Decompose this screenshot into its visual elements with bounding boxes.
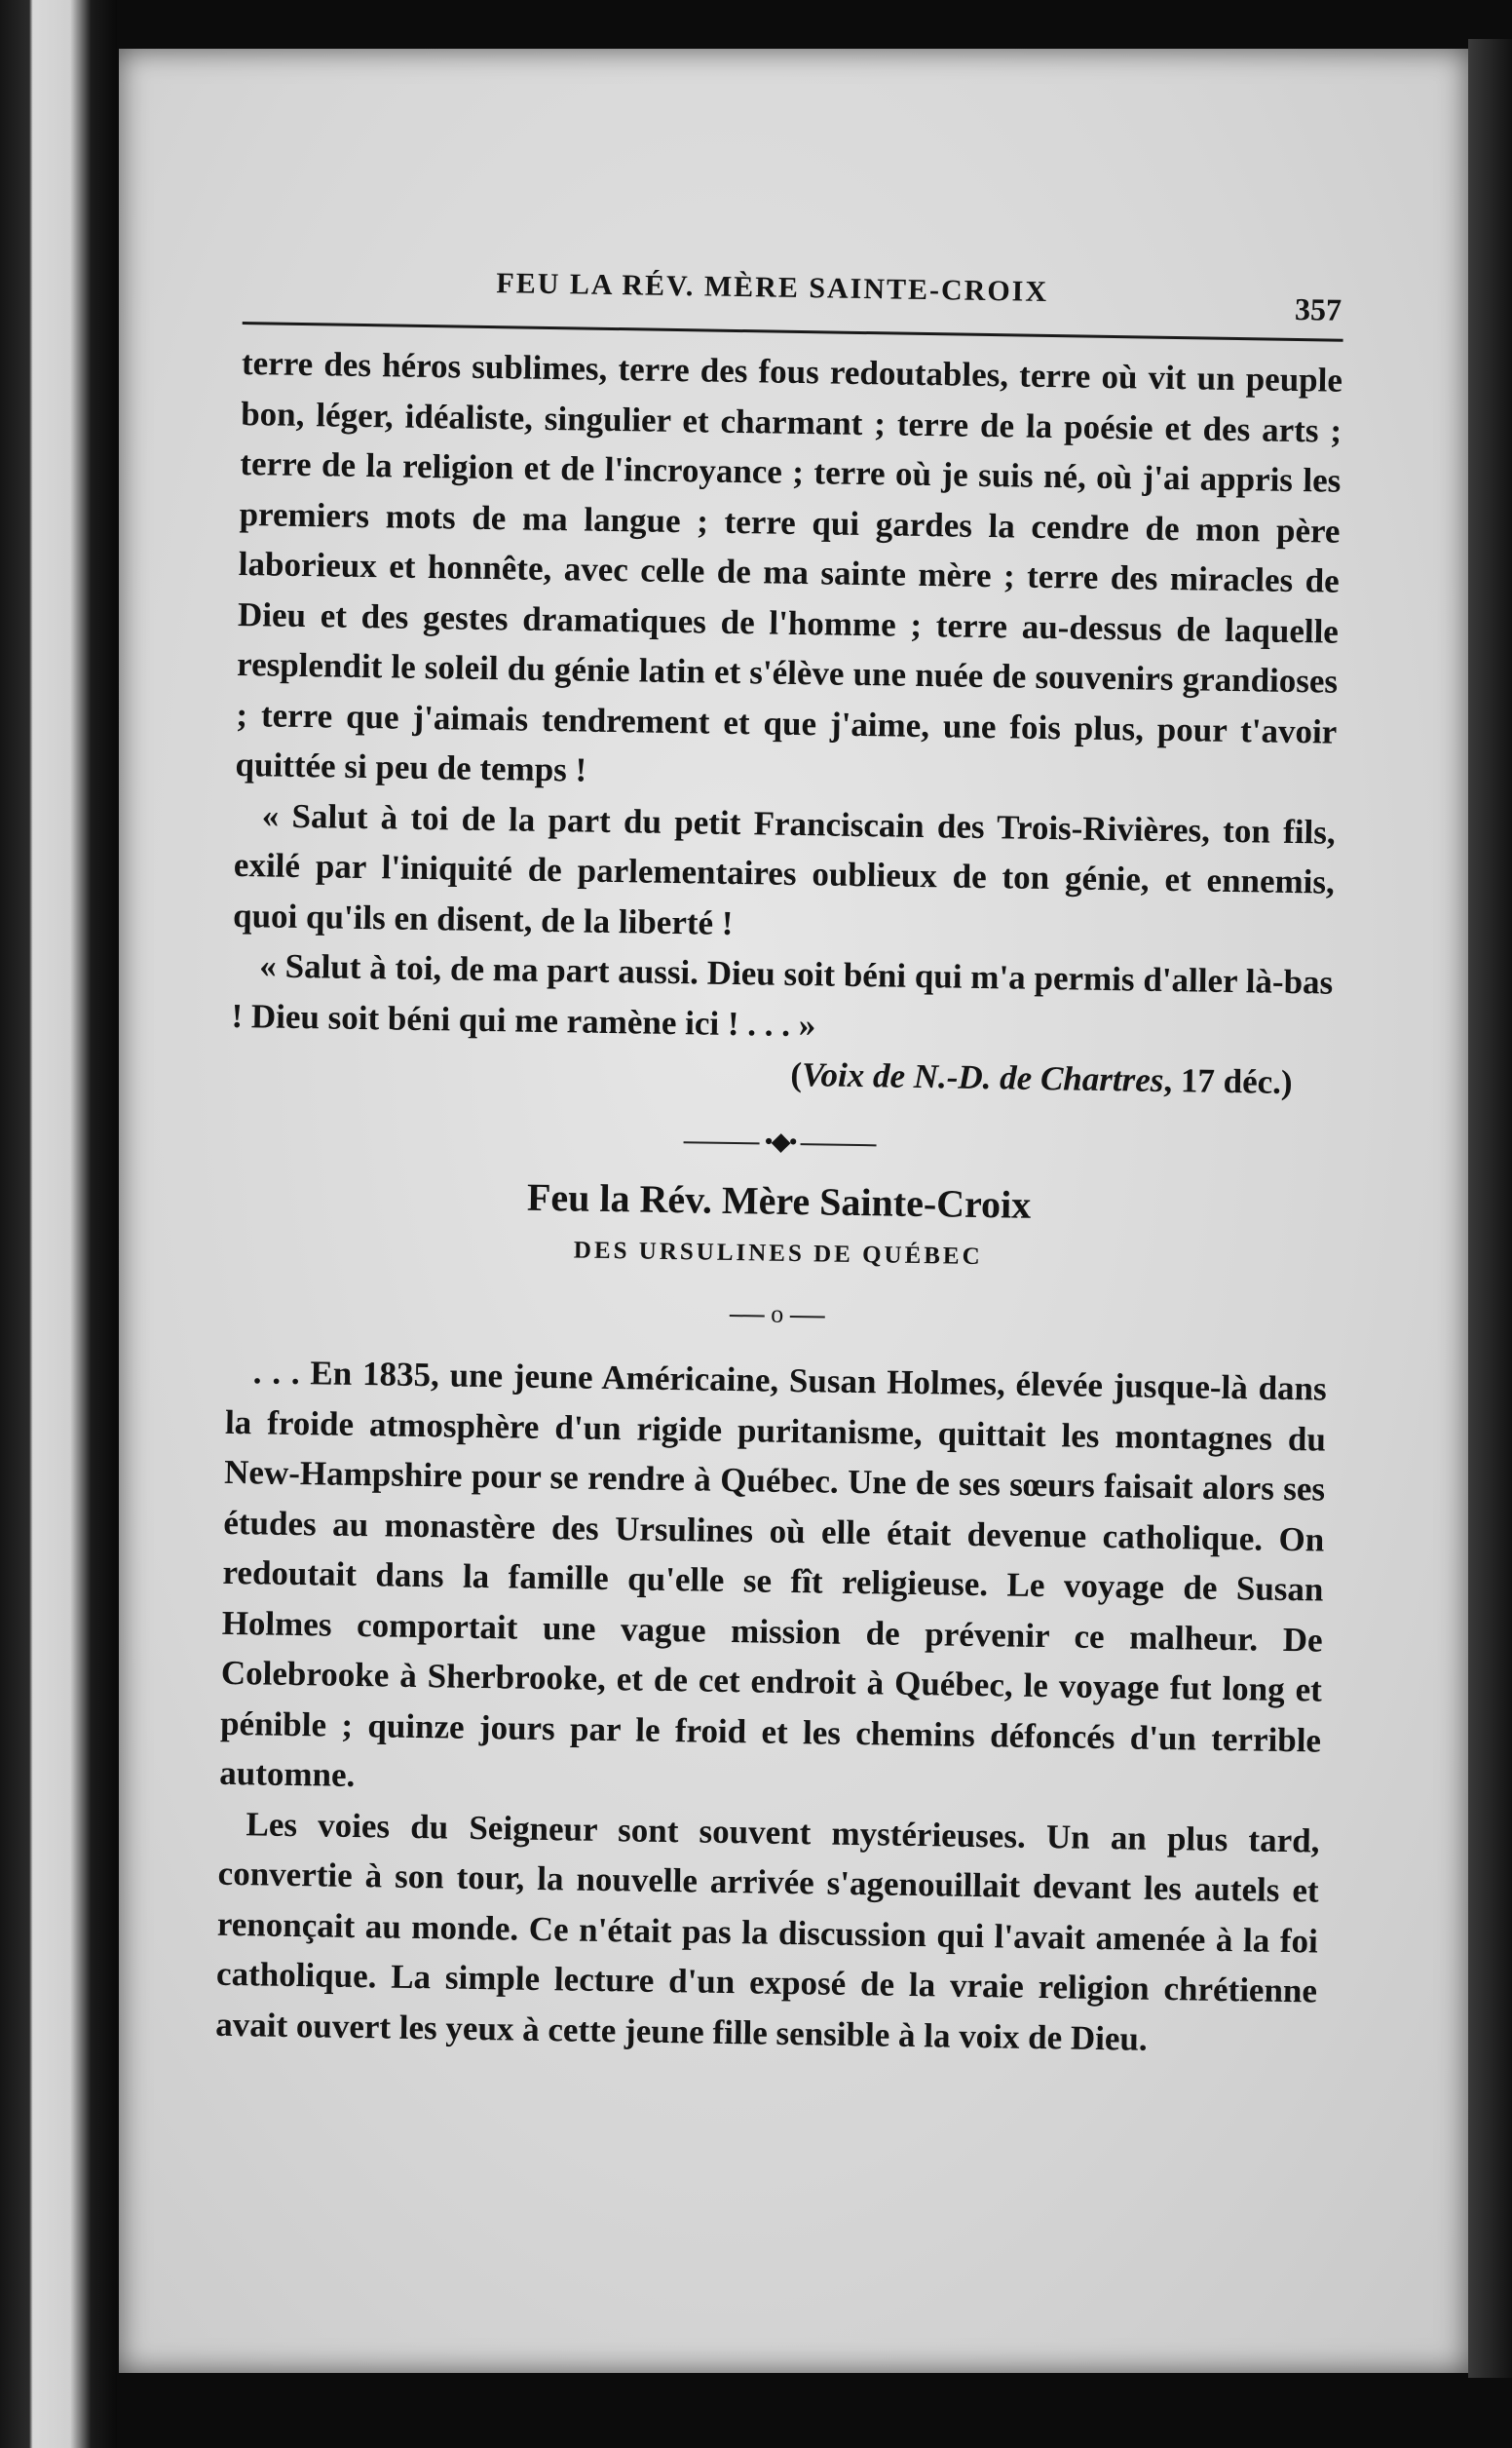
citation-open: ( xyxy=(790,1054,803,1094)
section-title: Feu la Rév. Mère Sainte-Croix xyxy=(526,1174,1032,1227)
divider-mark: o xyxy=(771,1299,784,1328)
paragraph-salut-franciscain: « Salut à toi de la part du petit Franciscain des Trois-Rivières, ton fils, exilé par l'iniquité de parlementaires oublieux de ton génie, et ennemis, quoi qu'ils en disent, de la liberté ! xyxy=(232,795,1336,942)
paragraph-salut-aussi: « Salut à toi, de ma part aussi. Dieu soit béni qui m'a permis d'aller là-bas ! Dieu soit béni qui me ramène ici ! . . . » xyxy=(231,946,1334,1044)
section-ornament xyxy=(229,1109,1331,1175)
divider-rule-right xyxy=(790,1316,825,1319)
paragraph-terre: terre des héros sublimes, terre des fous redoutables, terre où vit un peuple bon, léger, idéaliste, singulier et charmant ; terre de la poésie et des arts ; terre de la religion et de l'incroyance ; terre où je suis né, où j'ai appris les premiers mots de ma langue ; terre qui gardes la cendre de mon père laborieux et honnête, avec celle de ma sainte mère ; terre des miracles de Dieu et des gestes dramatiques de l'homme ; terre au-dessus de laquelle resplendit le soleil du génie latin et s'élève une nuée de souvenirs grandioses ; terre que j'aimais tendrement et que j'aime, une fois plus, pour t'avoir quittée si peu de temps ! xyxy=(235,343,1343,789)
divider-rule-left xyxy=(730,1315,765,1318)
page-content xyxy=(215,244,1344,2067)
section-divider xyxy=(226,1279,1328,1351)
ornament-rule-left xyxy=(684,1141,760,1144)
running-header xyxy=(243,244,1344,342)
film-gutter-left xyxy=(0,0,117,2448)
section-subtitle: DES URSULINES DE QUÉBEC xyxy=(573,1237,983,1271)
paragraph-voies-du-seigneur: Les voies du Seigneur sont souvent mystérieuses. Un an plus tard, convertie à son tour, la nouvelle arrivée s'agenouillait devant les autels et renonçait au monde. Ce n'était pas la discussion qui l'avait amenée à la foi catholique. La simple lecture d'un exposé de la vraie religion chrétienne avait ouvert les yeux à cette jeune fille sensible à la voix de Dieu. xyxy=(214,1804,1320,2058)
ornament-rule-right xyxy=(800,1143,876,1146)
citation-date: , 17 déc.) xyxy=(1163,1060,1293,1102)
film-edge-right xyxy=(1468,39,1512,2378)
paragraph-susan-holmes: . . . En 1835, une jeune Américaine, Susan Holmes, élevée jusque-là dans la froide atmosphère d'un rigide puritanisme, quittait les montagnes du New-Hampshire pour se rendre à Québec. Une de ses sœurs faisait alors ses études au monastère des Ursulines où elle était devenue catholique. On redoutait dans la famille qu'elle se fît religieuse. Le voyage de Susan Holmes comportait une vague mission de prévenir ce malheur. De Colebrooke à Sherbrooke, et de cet endroit à Québec, le voyage fut long et pénible ; quinze jours par le froid et les chemins défoncés d'un terrible automne. xyxy=(219,1353,1327,1794)
page-number: 357 xyxy=(1294,290,1342,327)
citation-source: Voix de N.-D. de Chartres xyxy=(801,1055,1164,1099)
running-title: FEU LA RÉV. MÈRE SAINTE-CROIX xyxy=(496,267,1049,308)
book-page xyxy=(119,49,1468,2373)
ornament-mark: •◆• xyxy=(764,1127,796,1157)
